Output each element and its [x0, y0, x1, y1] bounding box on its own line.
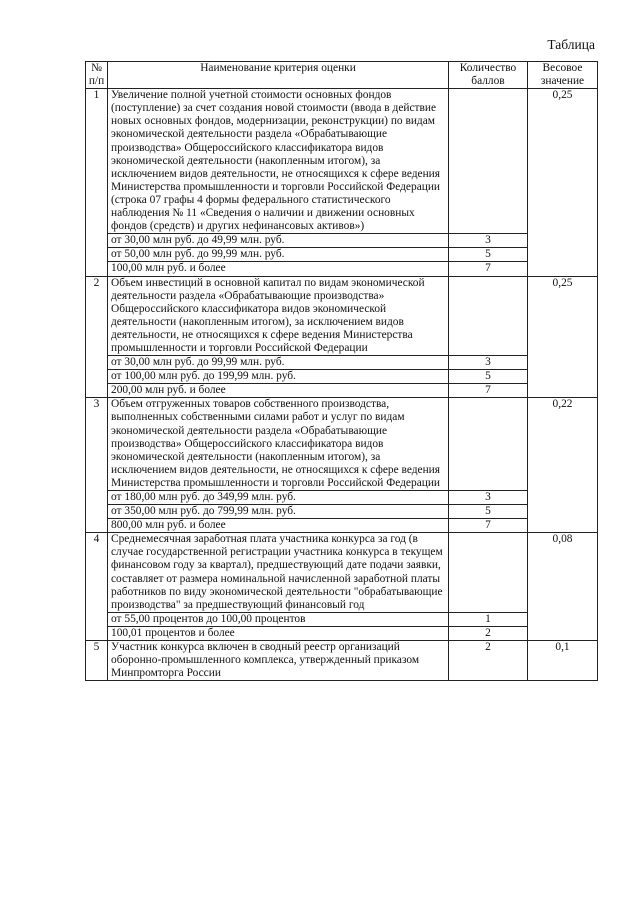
criteria-table	[85, 61, 598, 681]
criterion-3-num: 3	[86, 398, 108, 533]
criterion-1-range-3-label: 100,00 млн руб. и более	[108, 262, 449, 276]
criterion-3-points-empty	[449, 398, 528, 491]
criterion-3-text: Объем отгруженных товаров собственного производства, выполненных собственными силами работ и услуг по видам экономической деятельности раздела «Обрабатывающие производства» Общероссийского классификатора видов экономической деятельности (накопленным итогом), за исключением видов деятельности, не относящихся к сфере ведения Министерства промышленности и торговли Российской Федерации	[108, 398, 449, 491]
header-points-line2: баллов	[471, 75, 505, 88]
criterion-3-weight: 0,22	[528, 398, 598, 533]
criterion-4-row	[86, 533, 598, 613]
range-row	[86, 519, 598, 533]
criterion-5-text: Участник конкурса включен в сводный реестр организаций оборонно-промышленного комплекса, утвержденный приказом Минпромторга России	[108, 641, 449, 681]
criterion-3-range-2-label: от 350,00 млн руб. до 799,99 млн. руб.	[108, 505, 449, 519]
range-row	[86, 505, 598, 519]
header-weight-line1: Весовое	[542, 62, 583, 74]
header-points-line1: Количество	[459, 62, 517, 74]
criterion-1-range-1-points: 3	[449, 234, 528, 248]
header-num-line1: №	[91, 62, 102, 74]
range-row	[86, 370, 598, 384]
criterion-2-weight: 0,25	[528, 276, 598, 398]
criterion-2-num: 2	[86, 276, 108, 398]
header-points	[449, 62, 528, 89]
range-row	[86, 234, 598, 248]
criterion-2-range-2-points: 5	[449, 370, 528, 384]
criterion-3-range-1-points: 3	[449, 491, 528, 505]
criterion-3-row	[86, 398, 598, 491]
criterion-3-range-2-points: 5	[449, 505, 528, 519]
criterion-4-weight: 0,08	[528, 533, 598, 641]
criterion-5-weight: 0,1	[528, 641, 598, 681]
criterion-2-points-empty	[449, 276, 528, 356]
criterion-1-weight: 0,25	[528, 89, 598, 276]
criterion-2-range-1-label: от 30,00 млн руб. до 99,99 млн. руб.	[108, 356, 449, 370]
range-row	[86, 262, 598, 276]
criterion-2-range-1-points: 3	[449, 356, 528, 370]
criterion-2-range-2-label: от 100,00 млн руб. до 199,99 млн. руб.	[108, 370, 449, 384]
header-num	[86, 62, 108, 89]
range-row	[86, 626, 598, 640]
criterion-1-range-3-points: 7	[449, 262, 528, 276]
header-name: Наименование критерия оценки	[108, 62, 449, 89]
range-row	[86, 384, 598, 398]
criterion-5-num: 5	[86, 641, 108, 681]
header-num-line2: п/п	[88, 75, 105, 88]
criterion-2-range-3-label: 200,00 млн руб. и более	[108, 384, 449, 398]
range-row	[86, 612, 598, 626]
range-row	[86, 356, 598, 370]
header-weight	[528, 62, 598, 89]
criterion-2-text: Объем инвестиций в основной капитал по видам экономической деятельности раздела «Обрабатывающие производства» Общероссийского классификатора видов экономической деятельности (накопленным итогом), за исключением видов деятельности, не относящихся к сфере ведения Министерства промышленности и торговли Российской Федерации	[108, 276, 449, 356]
criterion-4-text: Среднемесячная заработная плата участника конкурса за год (в случае государственной регистрации участника конкурса в текущем финансовом году за квартал), предшествующий дате подачи заявки, составляет от размера номинальной начисленной заработной платы работников по виду экономической деятельности "обрабатывающие производства" за предшествующий финансовый год	[108, 533, 449, 613]
criterion-4-range-2-points: 2	[449, 626, 528, 640]
criterion-4-range-1-label: от 55,00 процентов до 100,00 процентов	[108, 612, 449, 626]
criterion-1-text: Увеличение полной учетной стоимости основных фондов (поступление) за счет создания новой стоимости (ввода в действие новых основных фондов, модернизации, реконструкции) по видам экономической деятельности раздела «Обрабатывающие производства» Общероссийского классификатора видов экономической деятельности (накопленным итогом), за исключением видов деятельности, не относящихся к сфере ведения Министерства промышленности и торговли Российской Федерации (строка 07 графы 4 формы федерального статистического наблюдения № 11 «Сведения о наличии и движении основных фондов (средств) и других нефинансовых активов»)	[108, 89, 449, 234]
criterion-1-row	[86, 89, 598, 234]
criterion-4-num: 4	[86, 533, 108, 641]
criterion-5-row	[86, 641, 598, 681]
criterion-1-num: 1	[86, 89, 108, 276]
range-row	[86, 491, 598, 505]
criterion-4-range-2-label: 100,01 процентов и более	[108, 626, 449, 640]
criterion-1-points-empty	[449, 89, 528, 234]
criterion-2-row	[86, 276, 598, 356]
table-caption: Таблица	[547, 37, 595, 52]
criterion-1-range-2-label: от 50,00 млн руб. до 99,99 млн. руб.	[108, 248, 449, 262]
range-row	[86, 248, 598, 262]
criterion-3-range-3-label: 800,00 млн руб. и более	[108, 519, 449, 533]
criterion-3-range-1-label: от 180,00 млн руб. до 349,99 млн. руб.	[108, 491, 449, 505]
criterion-1-range-2-points: 5	[449, 248, 528, 262]
criterion-3-range-3-points: 7	[449, 519, 528, 533]
table-header-row	[86, 62, 598, 89]
criterion-4-points-empty	[449, 533, 528, 613]
header-weight-line2: значение	[540, 75, 585, 88]
criterion-1-range-1-label: от 30,00 млн руб. до 49,99 млн. руб.	[108, 234, 449, 248]
criterion-4-range-1-points: 1	[449, 612, 528, 626]
criterion-5-points: 2	[449, 641, 528, 681]
criterion-2-range-3-points: 7	[449, 384, 528, 398]
